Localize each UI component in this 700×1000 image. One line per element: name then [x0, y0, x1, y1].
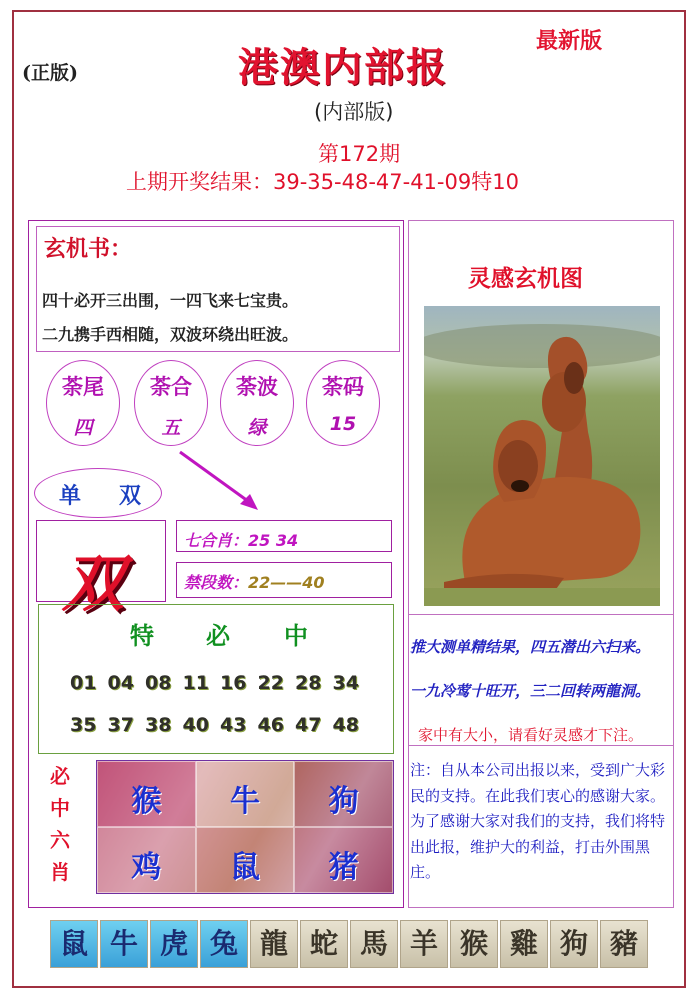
tebi-number: 43: [220, 714, 247, 736]
tebi-number: 11: [182, 672, 209, 694]
animal-cell: 猴: [97, 761, 196, 827]
arrow-icon: [176, 446, 266, 516]
animal-cell: 猪: [294, 827, 393, 893]
tebi-number: 34: [332, 672, 359, 694]
tebi-number: 46: [257, 714, 284, 736]
jiabi-line: 禁段数：22——40: [184, 573, 325, 592]
xuanji-line-2: 二九携手西相随，双波环绕出旺波。: [42, 325, 299, 344]
zodiac-tile: 猴: [450, 920, 498, 968]
zodiac-tile: 鼠: [50, 920, 98, 968]
zodiac-tile: 雞: [500, 920, 548, 968]
guess-line-1: 推大测单精结果，四五潜出六扫来。: [410, 638, 651, 656]
family-line: 家中有大小，请看好灵感才下注。: [418, 726, 644, 744]
tebi-number: 22: [257, 672, 284, 694]
zodiac-tile: 虎: [150, 920, 198, 968]
guess-line-2: 一九冷莺十旺开，三二回转两龍洞。: [410, 682, 651, 700]
big-shuang: 双: [62, 547, 125, 620]
zodiac-tile: 龍: [250, 920, 298, 968]
zodiac-tile: 馬: [350, 920, 398, 968]
hint-he: 荼合 五: [134, 360, 208, 446]
liuxiao-char-2: 中: [50, 796, 70, 820]
issue-number: 第172期: [318, 142, 401, 166]
xuanji-title: 玄机书：: [44, 236, 133, 262]
qihe-line: 七合肖：25 34: [184, 531, 299, 550]
zodiac-tile: 牛: [100, 920, 148, 968]
tebi-number: 16: [220, 672, 247, 694]
tebi-number: 35: [70, 714, 97, 736]
zodiac-tile: 蛇: [300, 920, 348, 968]
tebi-number: 01: [70, 672, 97, 694]
liuxiao-collage: [96, 760, 394, 894]
badge-zhengban: (正版): [22, 62, 78, 84]
zodiac-tile: 狗: [550, 920, 598, 968]
xuanji-line-1: 四十必开三出围，一四飞来七宝贵。: [42, 291, 299, 310]
tebi-number: 48: [332, 714, 359, 736]
hint-code: 荼码 15: [306, 360, 380, 446]
tebi-number: 47: [295, 714, 322, 736]
dog-photo: [424, 306, 660, 606]
lingan-title: 灵感玄机图: [468, 265, 583, 292]
subtitle: (内部版): [314, 100, 394, 124]
badge-newest: 最新版: [536, 28, 603, 54]
hint-wave: 荼波 绿: [220, 360, 294, 446]
tebi-number: 40: [182, 714, 209, 736]
page-title: 港澳内部报: [238, 44, 448, 91]
animal-cell: 鼠: [196, 827, 295, 893]
note-text: 注：自从本公司出报以来，受到广大彩民的支持。在此我们衷心的感谢大家。为了感谢大家对我们的支持，我们将特出此报，维护大的利益，打击外围黑庄。: [410, 761, 666, 881]
zodiac-tile: 豬: [600, 920, 648, 968]
tebi-number: 37: [107, 714, 134, 736]
zodiac-tile: 兔: [200, 920, 248, 968]
animal-cell: 牛: [196, 761, 295, 827]
tebi-number: 28: [295, 672, 322, 694]
animal-cell: 鸡: [97, 827, 196, 893]
zodiac-tile: 羊: [400, 920, 448, 968]
tebi-number: 38: [145, 714, 172, 736]
dan-shuang-oval: 单 双: [34, 468, 162, 518]
liuxiao-char-1: 必: [50, 764, 70, 788]
last-result: 上期开奖结果：39-35-48-47-41-09特10: [126, 170, 519, 194]
animal-cell: 狗: [294, 761, 393, 827]
hint-tail: 荼尾 四: [46, 360, 120, 446]
tebi-number: 04: [107, 672, 134, 694]
tebi-number: 08: [145, 672, 172, 694]
liuxiao-char-4: 肖: [50, 860, 70, 884]
liuxiao-char-3: 六: [50, 828, 70, 852]
